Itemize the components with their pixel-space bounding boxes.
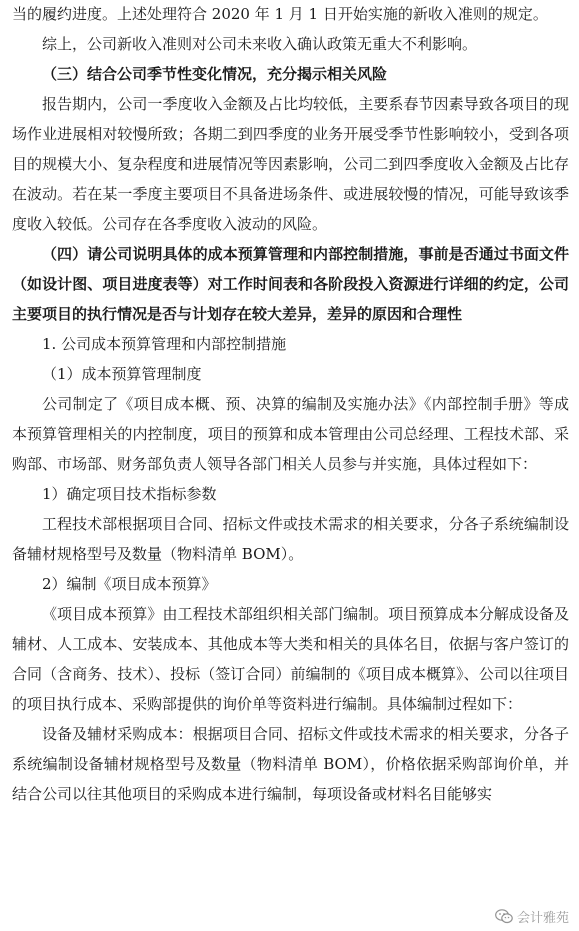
paragraph-13: 设备及辅材采购成本：根据项目合同、招标文件或技术需求的相关要求，分各子系统编制设备辅材规格型号及数量（物料清单 BOM），价格依据采购部询价单，并结合公司以往其他项目的采购成本进行编制，每项设备或材料名目能够实 [12, 725, 569, 803]
step-2-heading: 2）编制《项目成本预算》 [42, 575, 217, 593]
paragraph-12: 《项目成本预算》由工程技术部组织相关部门编制。项目预算成本分解成设备及辅材、人工成本、安装成本、其他成本等大类和相关的具体名目，依据与客户签订的合同（含商务、技术）、投标（签订合同）前编制的《项目成本概算》、公司以往项目的项目执行成本、采购部提供的询价单等资料进行编制。具体编制过程如下： [12, 605, 569, 713]
step-1-heading: 1）确定项目技术指标参数 [42, 485, 217, 503]
paragraph-8: 公司制定了《项目成本概、预、决算的编制及实施办法》《内部控制手册》等成本预算管理相关的内控制度，项目的预算和成本管理由公司总经理、工程技术部、采购部、市场部、财务部负责人领导各部门相关人员参与并实施，具体过程如下： [12, 395, 569, 473]
wechat-icon [495, 909, 513, 924]
paragraph-1: 当的履约进度。上述处理符合 2020 年 1 月 1 日开始实施的新收入准则的规定。 [12, 5, 548, 23]
watermark [491, 906, 573, 927]
subheading-1-1: （1）成本预算管理制度 [42, 365, 202, 383]
section-heading-4: （四）请公司说明具体的成本预算管理和内部控制措施，事前是否通过书面文件（如设计图、项目进度表等）对工作时间表和各阶段投入资源进行详细的约定，公司主要项目的执行情况是否与计划存在较大差异，差异的原因和合理性 [12, 245, 569, 323]
watermark-text: 会计雅苑 [516, 911, 569, 926]
paragraph-4: 报告期内，公司一季度收入金额及占比均较低，主要系春节因素导致各项目的现场作业进展相对较慢所致；各期二到四季度的业务开展受季节性影响较小，受到各项目的规模大小、复杂程度和进展情况等因素影响，公司二到四季度收入金额及占比存在波动。若在某一季度主要项目不具备进场条件、或进展较慢的情况，可能导致该季度收入较低。公司存在各季度收入波动的风险。 [12, 95, 569, 233]
section-heading-3: （三）结合公司季节性变化情况，充分揭示相关风险 [42, 65, 388, 83]
paragraph-10: 工程技术部根据项目合同、招标文件或技术需求的相关要求，分各子系统编制设备辅材规格型号及数量（物料清单 BOM）。 [12, 515, 569, 563]
subheading-1: 1. 公司成本预算管理和内部控制措施 [42, 335, 287, 353]
paragraph-2: 综上，公司新收入准则对公司未来收入确认政策无重大不利影响。 [42, 35, 478, 53]
